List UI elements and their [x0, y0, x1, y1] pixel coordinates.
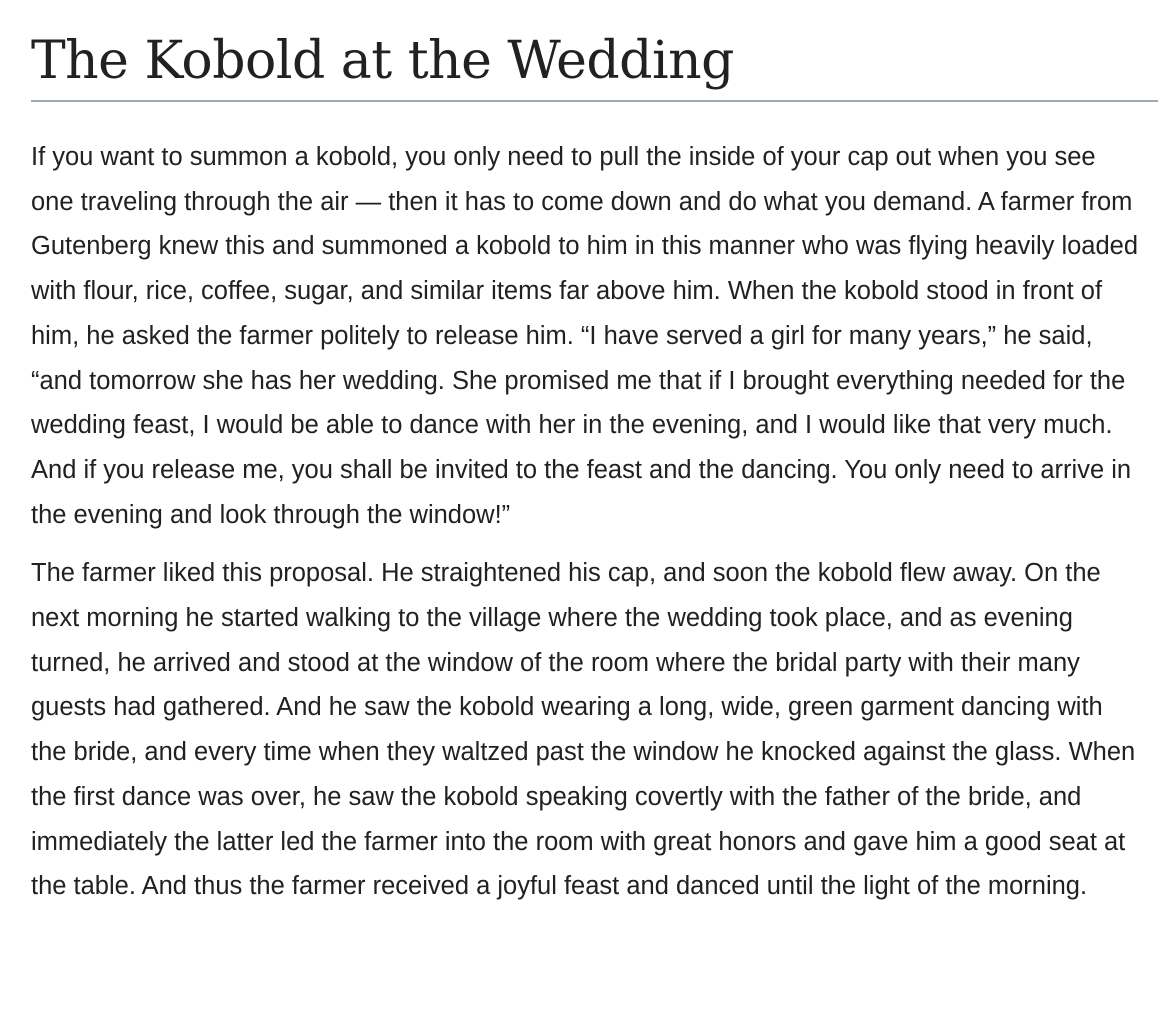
page-title: The Kobold at the Wedding [31, 0, 1158, 102]
paragraph-2: The farmer liked this proposal. He straightened his cap, and soon the kobold flew away. On the next morning he started walking to the village where the wedding took place, and as evening turned, he arrived and stood at the window of the room where the bridal party with their many guests had gathered. And he saw the kobold wearing a long, wide, green garment dancing with the bride, and every time when they waltzed past the window he knocked against the glass. When the first dance was over, he saw the kobold speaking covertly with the father of the bride, and immediately the latter led the farmer into the room with great honors and gave him a good seat at the table. And thus the farmer received a joyful feast and danced until the light of the morning. [31, 559, 1136, 901]
article [31, 0, 1158, 909]
paragraph-1: If you want to summon a kobold, you only need to pull the inside of your cap out when you see one traveling through the air — then it has to come down and do what you demand. A farmer from Gutenberg knew this and summoned a kobold to him in this manner who was flying heavily loaded with flour, rice, coffee, sugar, and similar items far above him. When the kobold stood in front of him, he asked the farmer politely to release him. “I have served a girl for many years,” he said, “and tomorrow she has her wedding. She promised me that if I brought everything needed for the wedding feast, I would be able to dance with her in the evening, and I would like that very much. And if you release me, you shall be invited to the feast and the dancing. You only need to arrive in the evening and look through the window!” [31, 143, 1139, 529]
